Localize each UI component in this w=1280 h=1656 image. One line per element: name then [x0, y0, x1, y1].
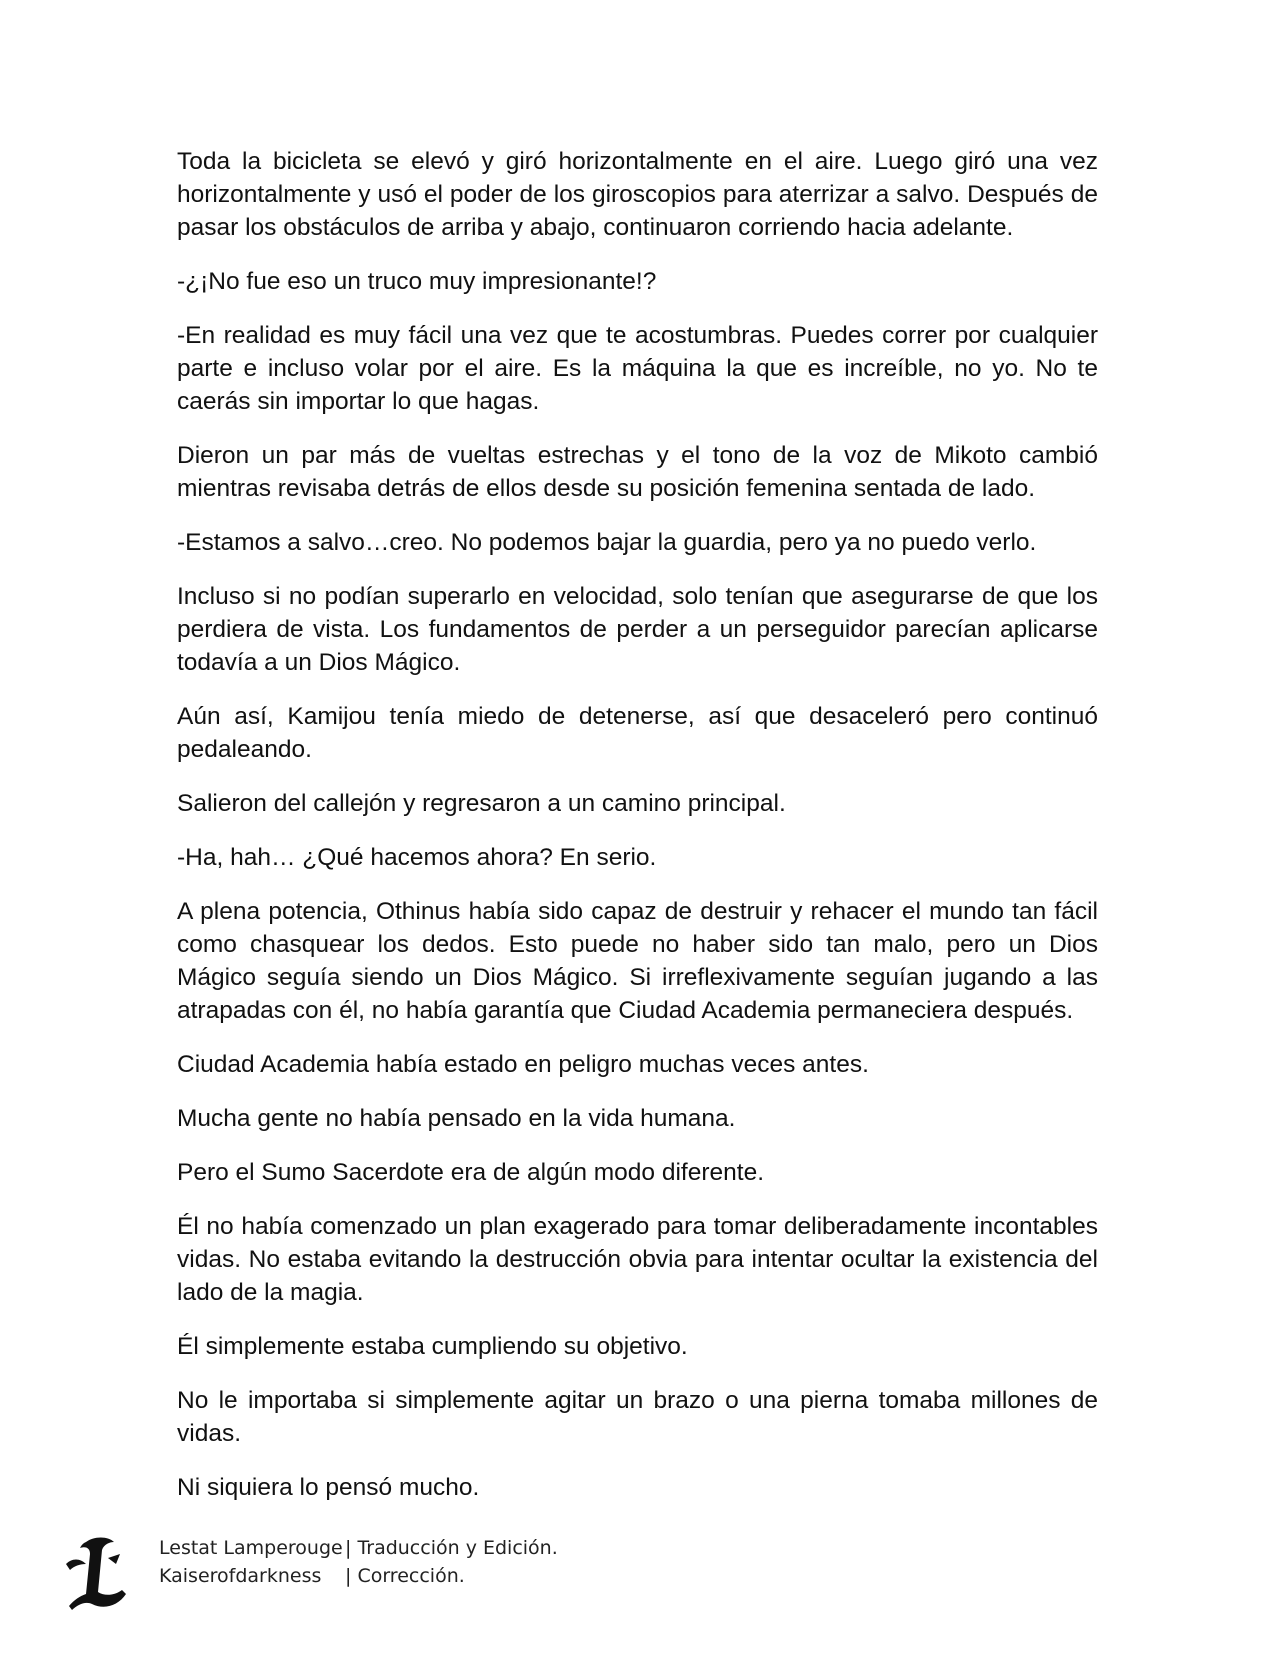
paragraph: Mucha gente no había pensado en la vida humana.	[177, 1105, 736, 1132]
paragraph: Él no había comenzado un plan exagerado para tomar deliberadamente incontables vidas. No estaba evitando la destrucción obvia para intentar ocultar la existencia del lado de la magia.	[177, 1213, 1098, 1306]
paragraph: No le importaba si simplemente agitar un brazo o una pierna tomaba millones de vidas.	[177, 1387, 1098, 1447]
paragraph: Ciudad Academia había estado en peligro muchas veces antes.	[177, 1051, 869, 1078]
credit-role: | Traducción y Edición.	[345, 1537, 558, 1559]
paragraph: Ni siquiera lo pensó mucho.	[177, 1474, 480, 1501]
paragraph: Salieron del callejón y regresaron a un camino principal.	[177, 790, 786, 817]
paragraph: Él simplemente estaba cumpliendo su objetivo.	[177, 1333, 688, 1360]
paragraph: -¿¡No fue eso un truco muy impresionante!?	[177, 268, 657, 295]
paragraph: Toda la bicicleta se elevó y giró horizontalmente en el aire. Luego giró una vez horizontalmente y usó el poder de los giroscopios para aterrizar a salvo. Después de pasar los obstáculos de arriba y abajo, continuaron corriendo hacia adelante.	[177, 148, 1098, 241]
paragraph: Aún así, Kamijou tenía miedo de detenerse, así que desaceleró pero continuó pedaleando.	[177, 703, 1098, 763]
paragraph: Pero el Sumo Sacerdote era de algún modo diferente.	[177, 1159, 765, 1186]
credit-name: Kaiserofdarkness	[159, 1565, 322, 1587]
credits	[159, 1534, 558, 1590]
credit-row	[159, 1562, 558, 1590]
paragraph: -En realidad es muy fácil una vez que te acostumbras. Puedes correr por cualquier parte e incluso volar por el aire. Es la máquina la que es increíble, no yo. No te caerás sin importar lo que hagas.	[177, 322, 1098, 415]
page-footer	[64, 1534, 764, 1624]
document-body	[177, 145, 1098, 1525]
credit-name: Lestat Lamperouge	[159, 1537, 343, 1559]
gothic-L-logo-icon	[64, 1534, 134, 1614]
paragraph: A plena potencia, Othinus había sido capaz de destruir y rehacer el mundo tan fácil como chasquear los dedos. Esto puede no haber sido tan malo, pero un Dios Mágico seguía siendo un Dios Mágico. Si irreflexivamente seguían jugando a las atrapadas con él, no había garantía que Ciudad Academia permaneciera después.	[177, 898, 1098, 1024]
paragraph: Dieron un par más de vueltas estrechas y el tono de la voz de Mikoto cambió mientras revisaba detrás de ellos desde su posición femenina sentada de lado.	[177, 442, 1098, 502]
paragraph: -Ha, hah… ¿Qué hacemos ahora? En serio.	[177, 844, 657, 871]
credit-role: | Corrección.	[345, 1565, 465, 1587]
credit-row	[159, 1534, 558, 1562]
paragraph: -Estamos a salvo…creo. No podemos bajar la guardia, pero ya no puedo verlo.	[177, 529, 1037, 556]
paragraph: Incluso si no podían superarlo en velocidad, solo tenían que asegurarse de que los perdiera de vista. Los fundamentos de perder a un perseguidor parecían aplicarse todavía a un Dios Mágico.	[177, 583, 1098, 676]
